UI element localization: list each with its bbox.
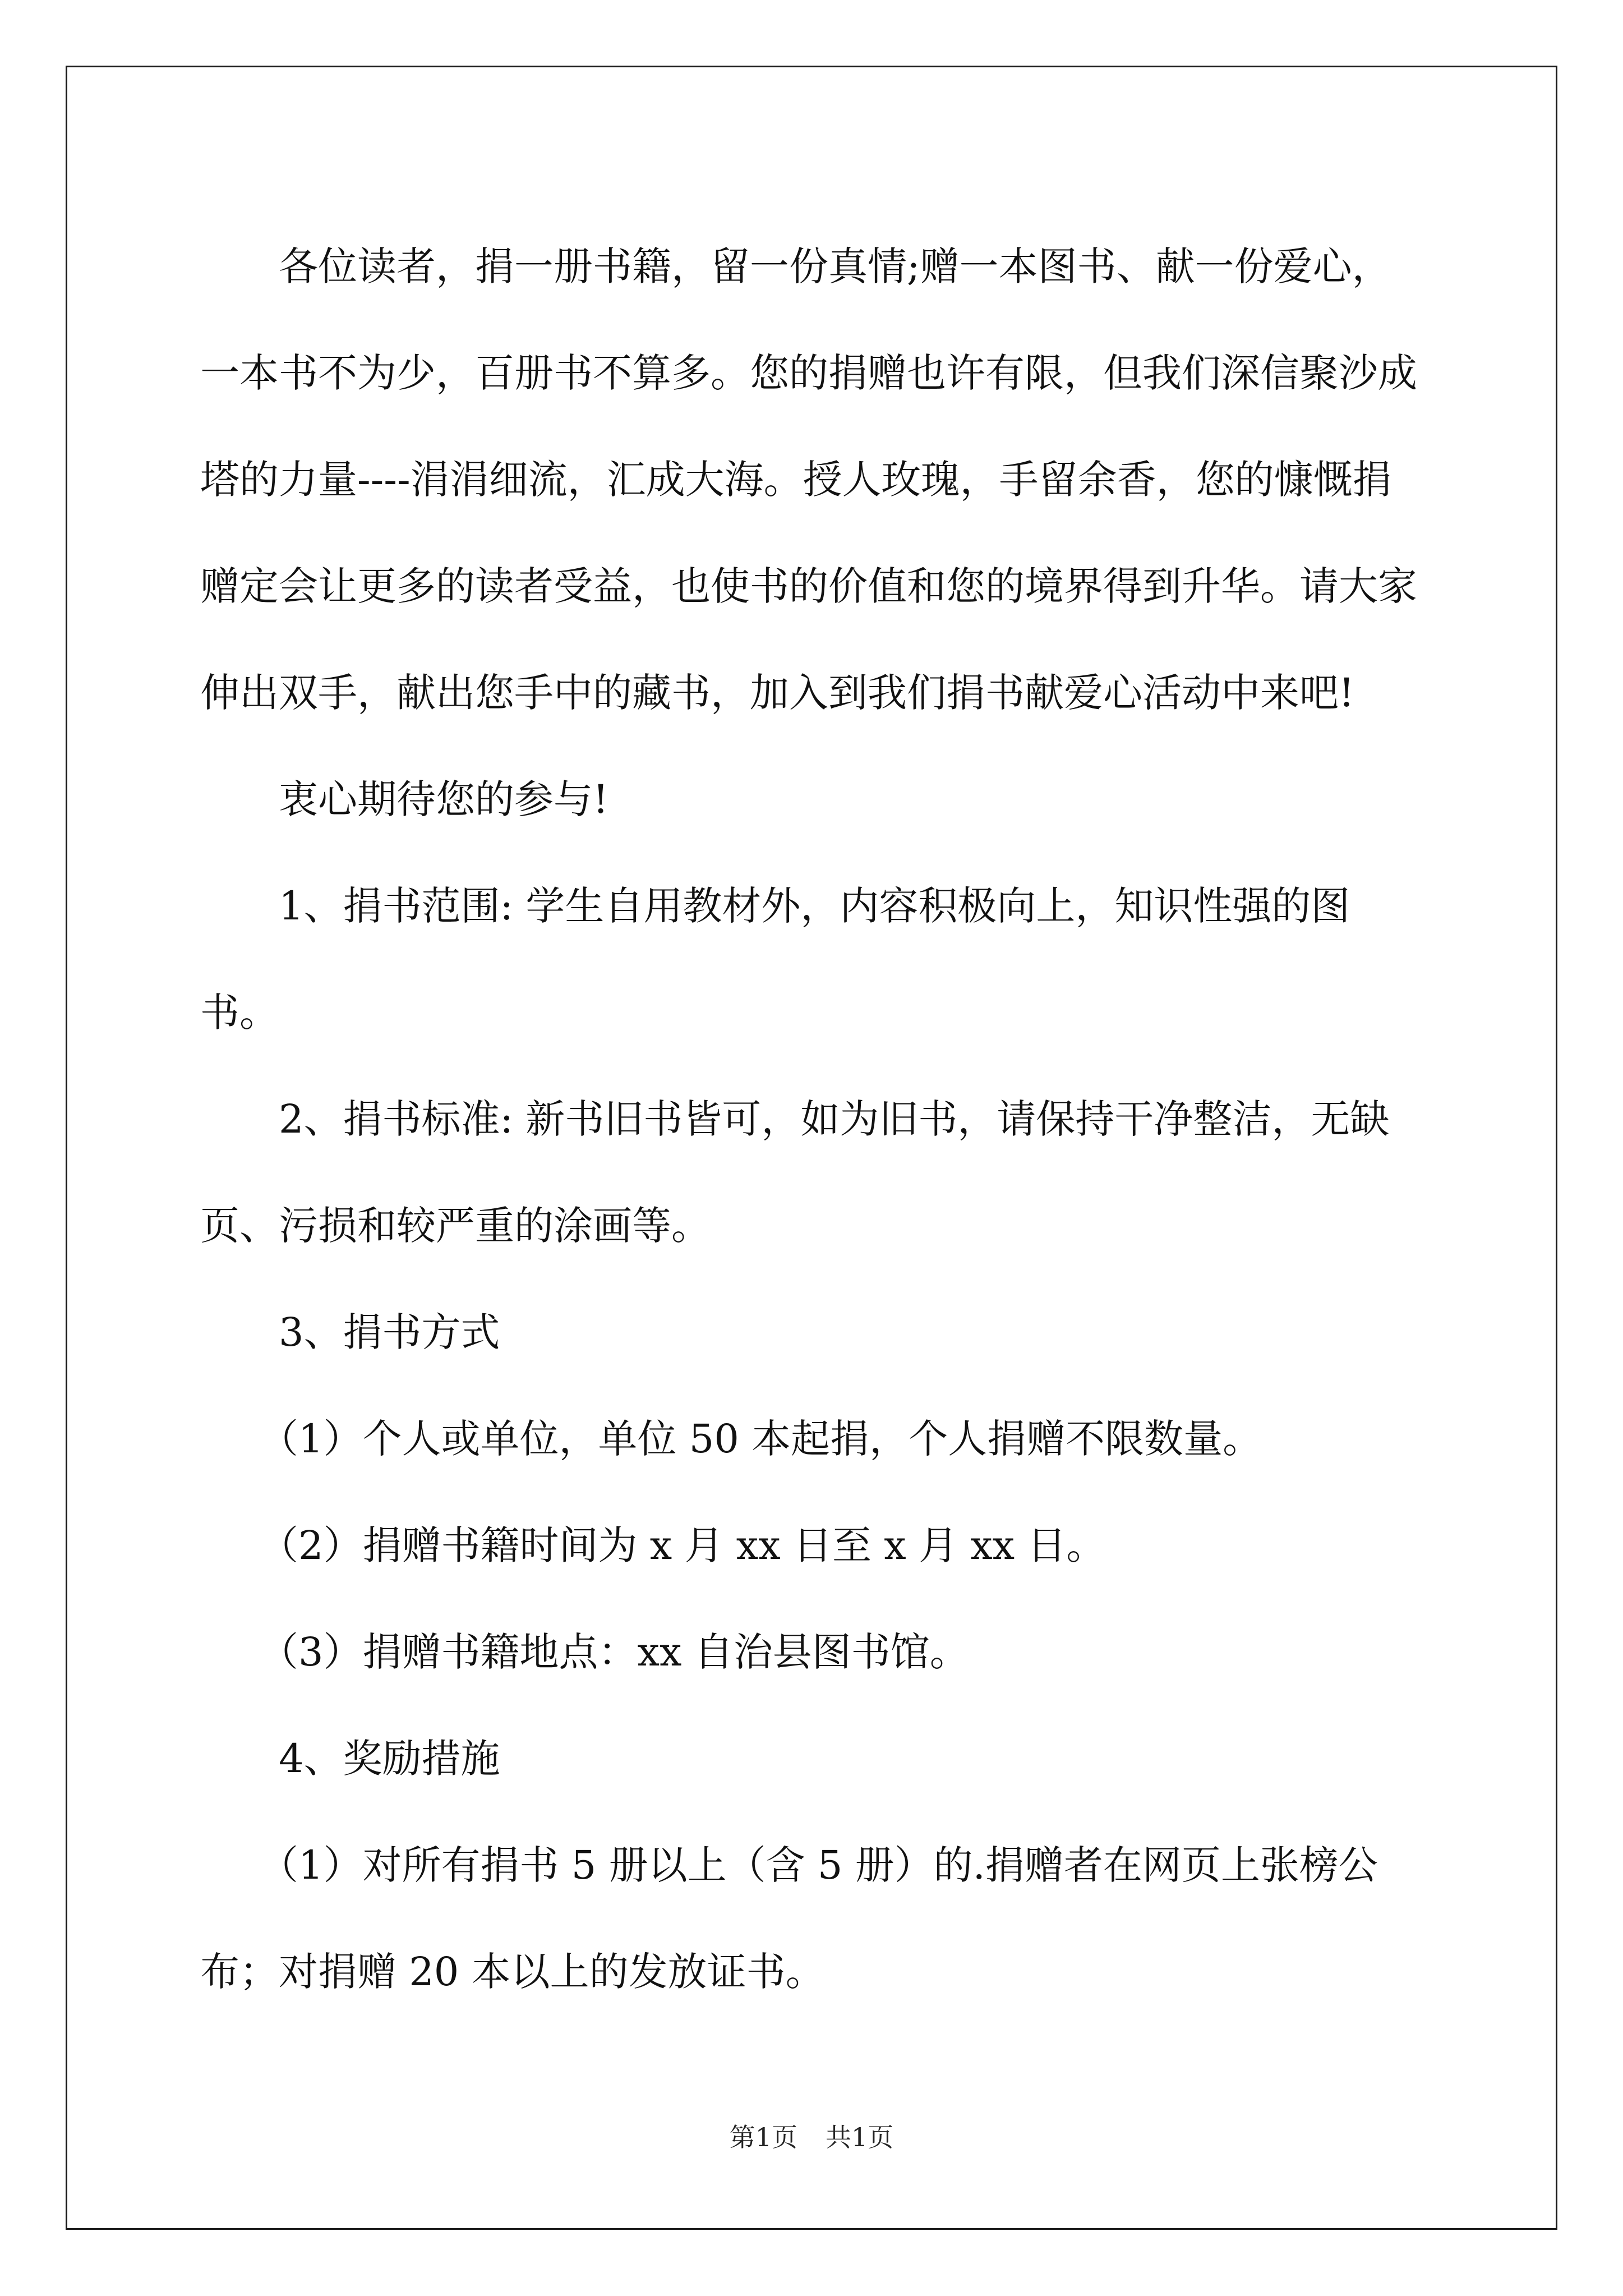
paragraph-method-heading: 3、捐书方式 — [279, 1309, 500, 1355]
paragraph-method-2: （2）捐赠书籍时间为 x 月 xx 日至 x 月 xx 日。 — [259, 1522, 1106, 1568]
paragraph-appeal: 各位读者，捐一册书籍，留一份真情;赠一本图书、献一份爱心，一本书不为少，百册书不算多。您的捐赠也许有限，但我们深信聚沙成塔的力量----涓涓细流，汇成大海。授人玫瑰，手留余香，您的慷慨捐赠定会让更多的读者受益，也使书的价值和您的境界得到升华。请大家伸出双手，献出您手中的藏书，加入到我们捐书献爱心活动中来吧! — [200, 243, 1417, 716]
paragraph-scope: 1、捐书范围: 学生自用教材外，内容积极向上，知识性强的图书。 — [200, 883, 1350, 1036]
page-number: 第1页 — [729, 2122, 797, 2152]
paragraph-standard: 2、捐书标准: 新书旧书皆可，如为旧书，请保持干净整洁，无缺页、污损和较严重的涂画等。 — [200, 1096, 1390, 1249]
page-footer — [0, 2120, 1623, 2154]
document-body — [200, 213, 1426, 2025]
paragraph-reward-heading: 4、奖励措施 — [279, 1736, 500, 1782]
paragraph-method-1: （1）个人或单位，单位 50 本起捐，个人捐赠不限数量。 — [259, 1416, 1262, 1462]
page-total: 共1页 — [826, 2122, 894, 2152]
paragraph-method-3: （3）捐赠书籍地点：xx 自治县图书馆。 — [259, 1629, 969, 1675]
paragraph-reward-1: （1）对所有捐书 5 册以上（含 5 册）的.捐赠者在网页上张榜公布；对捐赠 20 本以上的发放证书。 — [200, 1842, 1378, 1995]
paragraph-invitation: 衷心期待您的参与! — [279, 776, 609, 822]
